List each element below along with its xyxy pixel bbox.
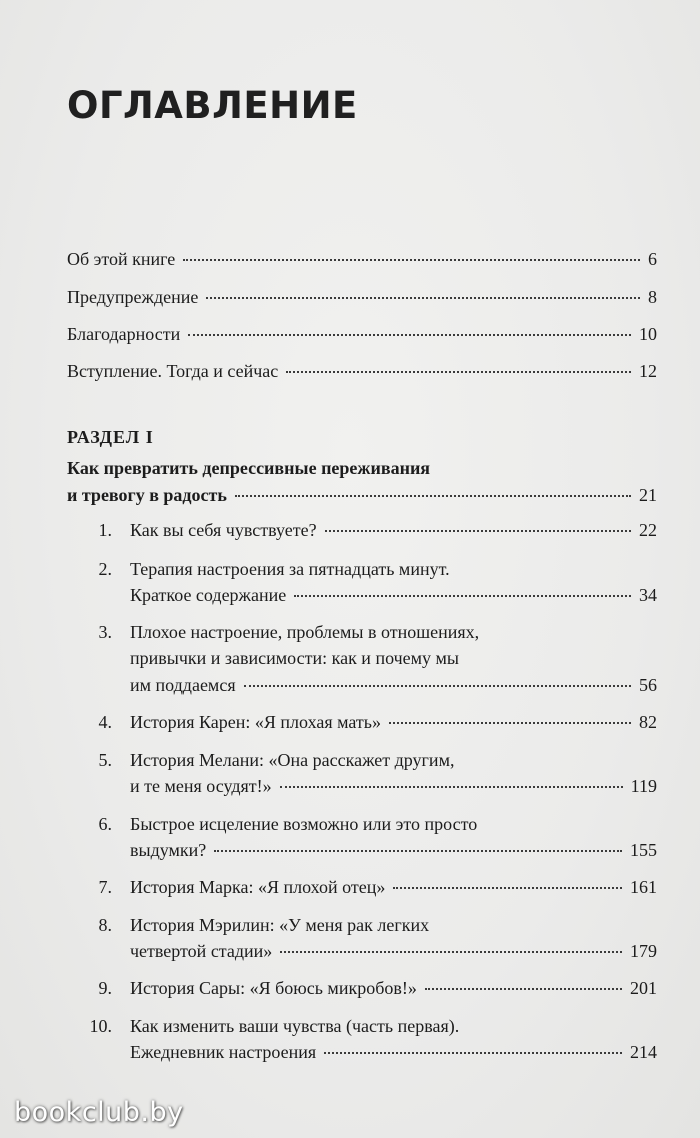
chapter-number: 1. <box>98 520 112 540</box>
chapter-number: 7. <box>98 877 112 897</box>
page-number: 119 <box>630 776 657 796</box>
dot-leader <box>214 850 622 852</box>
toc-entry-section <box>67 482 657 508</box>
toc-entry-chapter-7 <box>130 874 657 900</box>
entry-text: четвертой стадии» <box>130 941 273 961</box>
toc-entry-chapter-1 <box>130 517 657 543</box>
dot-leader <box>325 530 631 532</box>
entry-text: Вступление. Тогда и сейчас <box>67 361 279 381</box>
toc-entry-intro <box>67 358 657 384</box>
entry-text: и те меня осудят!» <box>130 776 272 796</box>
entry-text: Об этой книге <box>67 249 176 269</box>
dot-leader <box>183 259 640 261</box>
dot-leader <box>280 786 623 788</box>
watermark-text: bookclub.by <box>14 1097 184 1128</box>
section-label: РАЗДЕЛ I <box>67 427 154 447</box>
chapter-number: 3. <box>98 622 112 642</box>
toc-entry-about <box>67 246 657 272</box>
toc-entry-chapter-5 <box>130 773 657 799</box>
dot-leader <box>389 722 631 724</box>
chapter-title-line: Терапия настроения за пятнадцать минут. <box>130 559 450 579</box>
page-number: 22 <box>639 520 657 540</box>
dot-leader <box>425 988 622 990</box>
toc-entry-chapter-9 <box>130 975 657 1001</box>
dot-leader <box>244 685 631 687</box>
page-number: 56 <box>639 675 657 695</box>
entry-text: и тревогу в радость <box>67 485 227 505</box>
chapter-title-line: Плохое настроение, проблемы в отношениях, <box>130 622 480 642</box>
page-number: 12 <box>639 361 657 381</box>
entry-text: История Марка: «Я плохой отец» <box>130 877 386 897</box>
chapter-number: 10. <box>89 1016 112 1036</box>
page-number: 8 <box>648 287 657 307</box>
dot-leader <box>324 1052 622 1054</box>
entry-text: Краткое содержание <box>130 585 287 605</box>
page-number: 179 <box>630 941 657 961</box>
entry-text: Предупреждение <box>67 287 199 307</box>
chapter-number: 6. <box>98 814 112 834</box>
chapter-number: 5. <box>98 750 112 770</box>
chapter-title-line: История Мелани: «Она расскажет другим, <box>130 750 455 770</box>
toc-entry-chapter-10 <box>130 1039 657 1065</box>
entry-text: Как вы себя чувствуете? <box>130 520 317 540</box>
entry-text: выдумки? <box>130 840 207 860</box>
toc-entry-chapter-2 <box>130 582 657 608</box>
dot-leader <box>280 951 622 953</box>
toc-entry-warning <box>67 284 657 310</box>
entry-text: им поддаемся <box>130 675 236 695</box>
chapter-number: 2. <box>98 559 112 579</box>
page-number: 21 <box>639 485 657 505</box>
page-number: 161 <box>630 877 657 897</box>
chapter-number: 4. <box>98 712 112 732</box>
toc-entry-chapter-3 <box>130 672 657 698</box>
page-number: 10 <box>639 324 657 344</box>
page-number: 34 <box>639 585 657 605</box>
dot-leader <box>206 297 640 299</box>
page-number: 82 <box>639 712 657 732</box>
entry-text: Благодарности <box>67 324 181 344</box>
entry-text: История Карен: «Я плохая мать» <box>130 712 381 732</box>
section-title-line: Как превратить депрессивные переживания <box>67 458 431 478</box>
dot-leader <box>188 334 631 336</box>
chapter-title-line: Как изменить ваши чувства (часть первая). <box>130 1016 460 1036</box>
page-number: 6 <box>648 249 657 269</box>
page-number: 201 <box>630 978 657 998</box>
dot-leader <box>294 595 631 597</box>
dot-leader <box>286 371 631 373</box>
dot-leader <box>235 495 631 497</box>
chapter-title-line: История Мэрилин: «У меня рак легких <box>130 915 430 935</box>
page-number: 155 <box>630 840 657 860</box>
chapter-title-line: Быстрое исцеление возможно или это просто <box>130 814 478 834</box>
toc-entry-thanks <box>67 321 657 347</box>
page-number: 214 <box>630 1042 657 1062</box>
chapter-number: 8. <box>98 915 112 935</box>
toc-entry-chapter-6 <box>130 837 657 863</box>
toc-entry-chapter-4 <box>130 709 657 735</box>
entry-text: Ежедневник настроения <box>130 1042 317 1062</box>
chapter-title-line: привычки и зависимости: как и почему мы <box>130 648 460 668</box>
chapter-number: 9. <box>98 978 112 998</box>
entry-text: История Сары: «Я боюсь микробов!» <box>130 978 417 998</box>
toc-entry-chapter-8 <box>130 938 657 964</box>
page-title: ОГЛАВЛЕНИЕ <box>67 84 358 127</box>
dot-leader <box>393 887 622 889</box>
